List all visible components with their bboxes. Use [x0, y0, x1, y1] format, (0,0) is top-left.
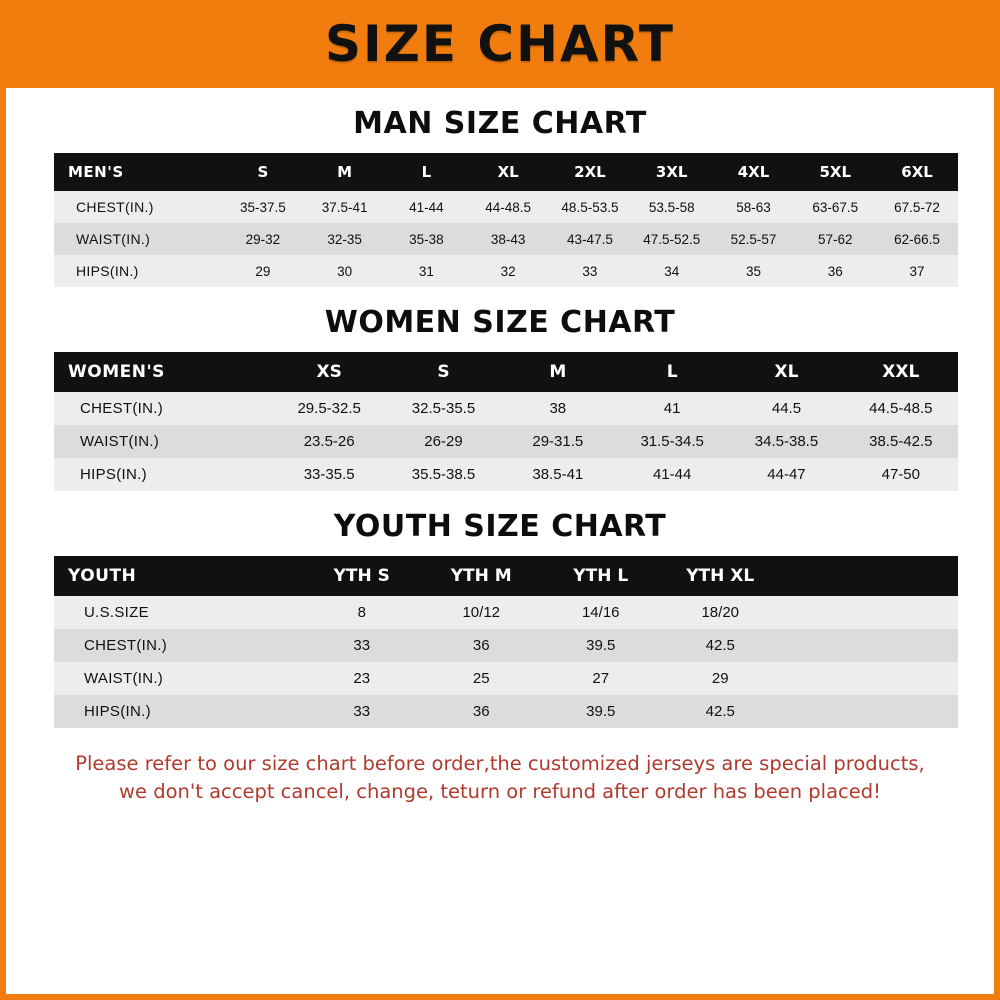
table-cell: 47.5-52.5	[631, 223, 713, 255]
column-header: 5XL	[794, 153, 876, 191]
row-header: WAIST(IN.)	[54, 425, 272, 458]
men-section	[6, 106, 994, 287]
table-header-row	[54, 352, 958, 392]
women-size-table	[54, 352, 958, 491]
table-cell: 32	[467, 255, 549, 287]
table-cell: 25	[422, 662, 542, 695]
table-row	[54, 458, 958, 491]
table-cell: 34	[631, 255, 713, 287]
table-cell: 29	[661, 662, 781, 695]
table-cell: 47-50	[844, 458, 958, 491]
table-cell: 32-35	[304, 223, 386, 255]
table-cell-empty	[780, 662, 958, 695]
table-cell: 67.5-72	[876, 191, 958, 223]
table-cell: 35.5-38.5	[386, 458, 500, 491]
table-cell: 42.5	[661, 695, 781, 728]
table-cell: 23	[302, 662, 422, 695]
table-header-row	[54, 153, 958, 191]
table-cell: 48.5-53.5	[549, 191, 631, 223]
row-header: WAIST(IN.)	[54, 662, 302, 695]
column-header: XXL	[844, 352, 958, 392]
column-header: S	[222, 153, 304, 191]
table-cell: 38-43	[467, 223, 549, 255]
table-cell: 38.5-41	[501, 458, 615, 491]
page-banner	[0, 0, 1000, 88]
table-header-row	[54, 556, 958, 596]
table-cell: 37	[876, 255, 958, 287]
table-cell: 37.5-41	[304, 191, 386, 223]
row-header: CHEST(IN.)	[54, 629, 302, 662]
table-cell: 35	[713, 255, 795, 287]
table-cell: 18/20	[661, 596, 781, 629]
table-cell: 43-47.5	[549, 223, 631, 255]
table-cell-empty	[780, 596, 958, 629]
table-cell: 41-44	[386, 191, 468, 223]
table-cell: 39.5	[541, 695, 661, 728]
women-section-title: WOMEN SIZE CHART	[324, 305, 676, 340]
table-cell: 29	[222, 255, 304, 287]
table-cell: 58-63	[713, 191, 795, 223]
table-cell: 38	[501, 392, 615, 425]
table-cell: 44.5-48.5	[844, 392, 958, 425]
footer-note	[6, 750, 994, 807]
table-row	[54, 695, 958, 728]
row-header: WAIST(IN.)	[54, 223, 222, 255]
table-cell: 8	[302, 596, 422, 629]
column-header-spacer	[780, 556, 958, 596]
row-header: HIPS(IN.)	[54, 695, 302, 728]
table-cell: 33	[302, 695, 422, 728]
table-cell-empty	[780, 695, 958, 728]
table-cell: 32.5-35.5	[386, 392, 500, 425]
column-header: MEN'S	[54, 153, 222, 191]
table-cell: 57-62	[794, 223, 876, 255]
row-header: CHEST(IN.)	[54, 191, 222, 223]
column-header: YTH S	[302, 556, 422, 596]
table-row	[54, 191, 958, 223]
table-cell: 10/12	[422, 596, 542, 629]
table-cell: 26-29	[386, 425, 500, 458]
table-cell: 36	[422, 695, 542, 728]
table-cell: 35-37.5	[222, 191, 304, 223]
column-header: L	[386, 153, 468, 191]
table-cell: 39.5	[541, 629, 661, 662]
table-cell: 29.5-32.5	[272, 392, 386, 425]
footer-note-line-2: we don't accept cancel, change, teturn or refund after order has been placed!	[119, 780, 881, 804]
table-row	[54, 223, 958, 255]
table-cell: 44.5	[729, 392, 843, 425]
table-row	[54, 629, 958, 662]
table-cell: 36	[794, 255, 876, 287]
table-cell: 42.5	[661, 629, 781, 662]
row-header: CHEST(IN.)	[54, 392, 272, 425]
column-header: M	[304, 153, 386, 191]
column-header: YTH M	[422, 556, 542, 596]
table-cell: 33	[549, 255, 631, 287]
column-header: 6XL	[876, 153, 958, 191]
table-cell: 38.5-42.5	[844, 425, 958, 458]
column-header: 2XL	[549, 153, 631, 191]
column-header: S	[386, 352, 500, 392]
table-cell: 29-31.5	[501, 425, 615, 458]
table-cell: 34.5-38.5	[729, 425, 843, 458]
men-section-title: MAN SIZE CHART	[353, 106, 647, 141]
table-cell: 27	[541, 662, 661, 695]
men-size-table	[54, 153, 958, 287]
table-cell: 41-44	[615, 458, 729, 491]
table-cell: 33	[302, 629, 422, 662]
youth-section	[6, 509, 994, 728]
table-cell: 31.5-34.5	[615, 425, 729, 458]
column-header: XS	[272, 352, 386, 392]
column-header: 3XL	[631, 153, 713, 191]
table-cell: 14/16	[541, 596, 661, 629]
youth-section-title: YOUTH SIZE CHART	[333, 509, 667, 544]
table-row	[54, 662, 958, 695]
table-cell: 53.5-58	[631, 191, 713, 223]
table-cell: 35-38	[386, 223, 468, 255]
table-cell: 33-35.5	[272, 458, 386, 491]
page-title: SIZE CHART	[324, 15, 676, 73]
row-header: HIPS(IN.)	[54, 458, 272, 491]
column-header: L	[615, 352, 729, 392]
table-cell-empty	[780, 629, 958, 662]
table-cell: 62-66.5	[876, 223, 958, 255]
column-header: YTH L	[541, 556, 661, 596]
row-header: U.S.SIZE	[54, 596, 302, 629]
column-header: XL	[467, 153, 549, 191]
table-cell: 44-47	[729, 458, 843, 491]
table-row	[54, 425, 958, 458]
row-header: HIPS(IN.)	[54, 255, 222, 287]
table-row	[54, 255, 958, 287]
column-header: WOMEN'S	[54, 352, 272, 392]
table-cell: 30	[304, 255, 386, 287]
column-header: M	[501, 352, 615, 392]
table-row	[54, 596, 958, 629]
table-cell: 23.5-26	[272, 425, 386, 458]
table-cell: 44-48.5	[467, 191, 549, 223]
column-header: YTH XL	[661, 556, 781, 596]
youth-size-table	[54, 556, 958, 728]
table-cell: 31	[386, 255, 468, 287]
table-cell: 52.5-57	[713, 223, 795, 255]
table-cell: 29-32	[222, 223, 304, 255]
table-cell: 63-67.5	[794, 191, 876, 223]
column-header: YOUTH	[54, 556, 302, 596]
footer-note-line-1: Please refer to our size chart before order,the customized jerseys are special products,	[75, 752, 925, 775]
column-header: XL	[729, 352, 843, 392]
column-header: 4XL	[713, 153, 795, 191]
table-cell: 41	[615, 392, 729, 425]
table-row	[54, 392, 958, 425]
table-cell: 36	[422, 629, 542, 662]
women-section	[6, 305, 994, 491]
